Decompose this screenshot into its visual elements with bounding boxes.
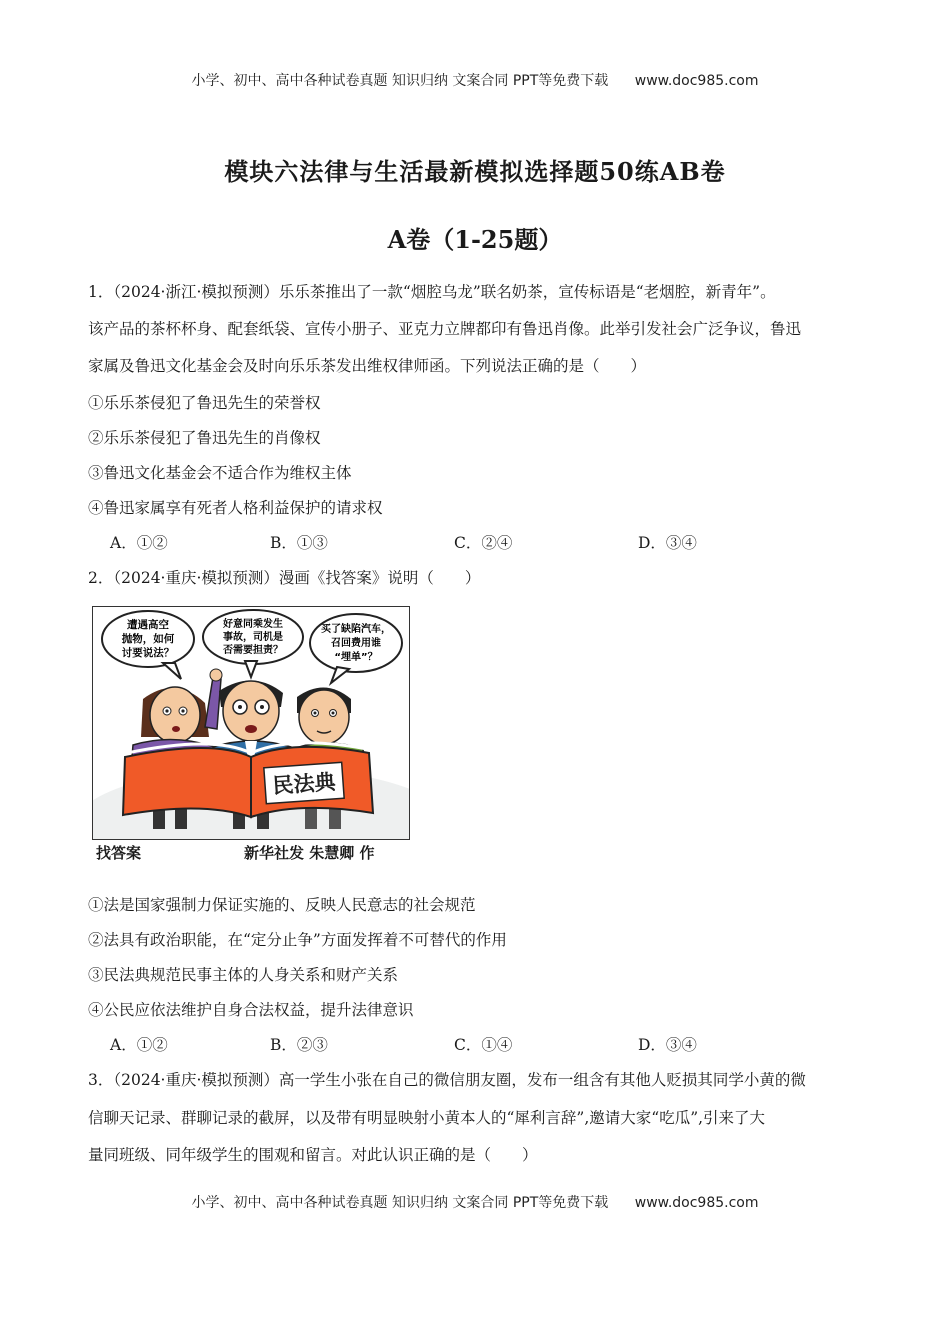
document-title: 模块六法律与生活最新模拟选择题50练AB卷 <box>224 157 726 186</box>
q1-stem-line-1: 1．（2024·浙江·模拟预测）乐乐茶推出了一款“烟腔乌龙”联名奶茶，宣传标语是“老烟腔，新青年”。 <box>88 283 776 301</box>
q2-option-b[interactable]: B．②③ <box>270 1036 328 1054</box>
q1-stem-line-2: 该产品的茶杯杯身、配套纸袋、宣传小册子、亚克力立牌都印有鲁迅肖像。此举引发社会广泛争议，鲁迅 <box>88 320 802 338</box>
q1-stem-line-3: 家属及鲁迅文化基金会及时向乐乐茶发出维权律师函。下列说法正确的是（ ） <box>88 357 647 375</box>
svg-text:抛物，如何: 抛物，如何 <box>121 633 175 645</box>
comic-caption-title: 找答案 <box>96 844 142 862</box>
q2-item-4: ④公民应依法维护自身合法权益，提升法律意识 <box>88 1001 414 1019</box>
footer-text: 小学、初中、高中各种试卷真题 知识归纳 文案合同 PPT等免费下载 <box>191 1195 609 1211</box>
q1-item-1: ①乐乐茶侵犯了鲁迅先生的荣誉权 <box>88 394 321 412</box>
svg-text:讨要说法？: 讨要说法？ <box>121 647 175 659</box>
q2-stem: 2．（2024·重庆·模拟预测）漫画《找答案》说明（ ） <box>88 569 481 587</box>
q1-item-2: ②乐乐茶侵犯了鲁迅先生的肖像权 <box>88 429 321 447</box>
svg-text:召回费用谁: 召回费用谁 <box>331 638 381 649</box>
header-text: 小学、初中、高中各种试卷真题 知识归纳 文案合同 PPT等免费下载 <box>191 73 609 89</box>
svg-text:遭遇高空: 遭遇高空 <box>127 619 169 631</box>
svg-text:“埋单”？: “埋单”？ <box>334 652 378 663</box>
q1-item-3: ③鲁迅文化基金会不适合作为维权主体 <box>88 464 352 482</box>
section-title: A卷（1-25题） <box>387 225 563 254</box>
svg-text:否需要担责？: 否需要担责？ <box>223 645 283 656</box>
q1-option-c[interactable]: C．②④ <box>454 534 513 552</box>
comic-illustration <box>93 607 409 839</box>
q2-item-3: ③民法典规范民事主体的人身关系和财产关系 <box>88 966 399 984</box>
comic-image <box>92 606 410 840</box>
q2-option-a[interactable]: A．①② <box>110 1036 168 1054</box>
book-label: 民法典 <box>271 769 337 799</box>
q2-option-d[interactable]: D．③④ <box>638 1036 697 1054</box>
q1-option-b[interactable]: B．①③ <box>270 534 328 552</box>
q2-item-2: ②法具有政治职能，在“定分止争”方面发挥着不可替代的作用 <box>88 931 507 949</box>
q1-item-4: ④鲁迅家属享有死者人格利益保护的请求权 <box>88 499 383 517</box>
q2-item-1: ①法是国家强制力保证实施的、反映人民意志的社会规范 <box>88 896 476 914</box>
page-footer <box>0 1192 950 1212</box>
svg-text:买了缺陷汽车，: 买了缺陷汽车， <box>321 624 391 635</box>
q3-stem-line-1: 3．（2024·重庆·模拟预测）高一学生小张在自己的微信朋友圈，发布一组含有其他人贬损其同学小黄的微 <box>88 1071 806 1089</box>
q3-stem-line-3: 量同班级、同年级学生的围观和留言。对此认识正确的是（ ） <box>88 1146 538 1164</box>
q1-option-a[interactable]: A．①② <box>110 534 168 552</box>
page-header <box>0 70 950 90</box>
q2-option-c[interactable]: C．①④ <box>454 1036 513 1054</box>
q3-stem-line-2: 信聊天记录、群聊记录的截屏，以及带有明显映射小黄本人的“犀利言辞”,邀请大家“吃瓜”,引来了大 <box>88 1109 766 1127</box>
footer-url[interactable]: www.doc985.com <box>634 1195 759 1211</box>
header-url[interactable]: www.doc985.com <box>634 73 759 89</box>
svg-text:好意同乘发生: 好意同乘发生 <box>223 619 283 630</box>
comic-caption-credit: 新华社发 朱慧卿 作 <box>244 844 375 862</box>
q1-option-d[interactable]: D．③④ <box>638 534 697 552</box>
svg-text:事故，司机是: 事故，司机是 <box>223 632 283 643</box>
